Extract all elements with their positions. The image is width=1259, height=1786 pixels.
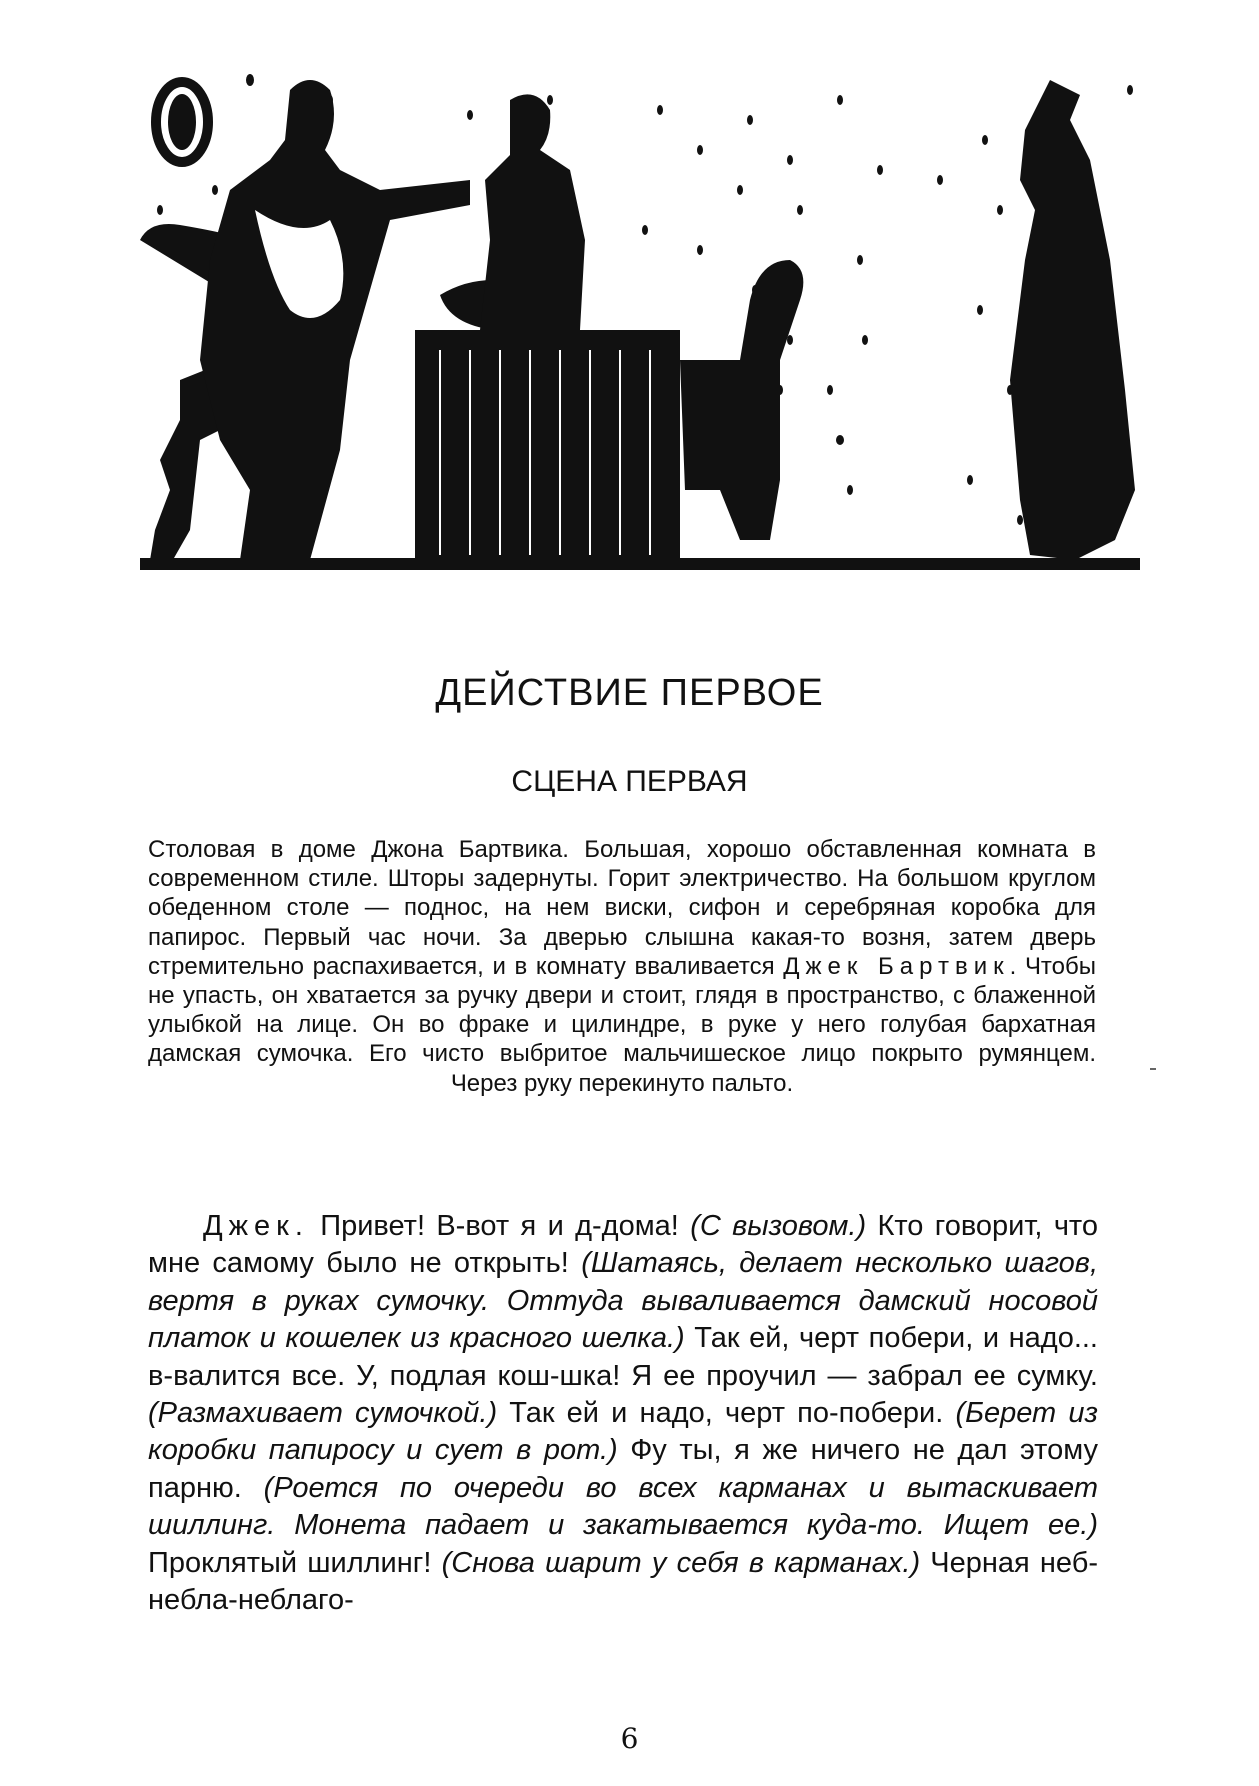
floor-line — [140, 558, 1140, 570]
armchair-right — [680, 260, 803, 540]
act-title: ДЕЙСТВИЕ ПЕРВОЕ — [435, 672, 824, 714]
speech: Так ей, черт побери, и надо... в-валится все. У, подлая кош-шка! Я ее проучил — забрал ее сумку. — [148, 1322, 1098, 1392]
stage-remark: (Роется по очереди во всех карманах и вытаскивает шиллинг. Монета падает и закатывается куда-то. Ищет ее.) — [148, 1471, 1098, 1542]
butler-figure — [480, 94, 585, 330]
stage-direction-text-2: . Чтобы не упасть, он хватается за ручку двери и стоит, глядя в пространство, с блаженной улыбкой на лице. Он во фраке и цилиндре, в руке у него голубая бархатная дамская сумочка. Его чисто выбритое мальчишеское лицо покрыто румянцем. Через руку перекинуто пальто. — [148, 952, 1096, 1097]
print-speck — [1150, 1068, 1156, 1070]
speech: Проклятый шиллинг! — [148, 1546, 442, 1579]
stage-remark: (Берет из коробки папиросу и сует в рот.) — [148, 1397, 1099, 1467]
dialogue-paragraph — [148, 1208, 1098, 1619]
stage-remark: (С вызовом.) — [690, 1210, 867, 1242]
speaker-name: Джек. — [203, 1210, 309, 1242]
speech: Привет! В-вот я и д-дома! — [308, 1210, 691, 1242]
page-number: 6 — [620, 1722, 639, 1755]
stage-remark: (Снова шарит у себя в карманах.) — [441, 1546, 921, 1579]
speech: Так ей и надо, черт по-побери. — [497, 1397, 956, 1430]
speech: Черная неб-небла-неблаго- — [148, 1546, 1098, 1617]
stage-direction — [148, 835, 1096, 1098]
speech: Кто говорит, что мне самому было не открыть! — [148, 1210, 1099, 1280]
stage-remark: (Шатаясь, делает несколько шагов, вертя в руках сумочку. Оттуда вываливается дамский носовой платок и кошелек из красного шелка.) — [148, 1247, 1099, 1355]
stage-remark: (Размахивает сумочкой.) — [148, 1397, 498, 1430]
woman-in-shawl — [1010, 80, 1135, 560]
scene-title: СЦЕНА ПЕРВАЯ — [511, 765, 748, 798]
speech: Фу ты, я же ничего не дал этому парню. — [148, 1434, 1098, 1504]
dining-table — [415, 330, 680, 560]
woodcut-illustration — [140, 60, 1140, 605]
character-name: Джек Бартвик — [783, 952, 1010, 980]
stage-direction-text-1: Столовая в доме Джона Бартвика. Большая, хорошо обставленная комната в современном стиле. Шторы задернуты. Горит электричество. На большом круглом обеденном столе — поднос, на нем виски, сифон и серебряная коробка для папирос. Первый час ночи. За дверью слышна какая-то возня, затем дверь стремительно распахивается, и в комнату вваливается — [148, 836, 1096, 980]
